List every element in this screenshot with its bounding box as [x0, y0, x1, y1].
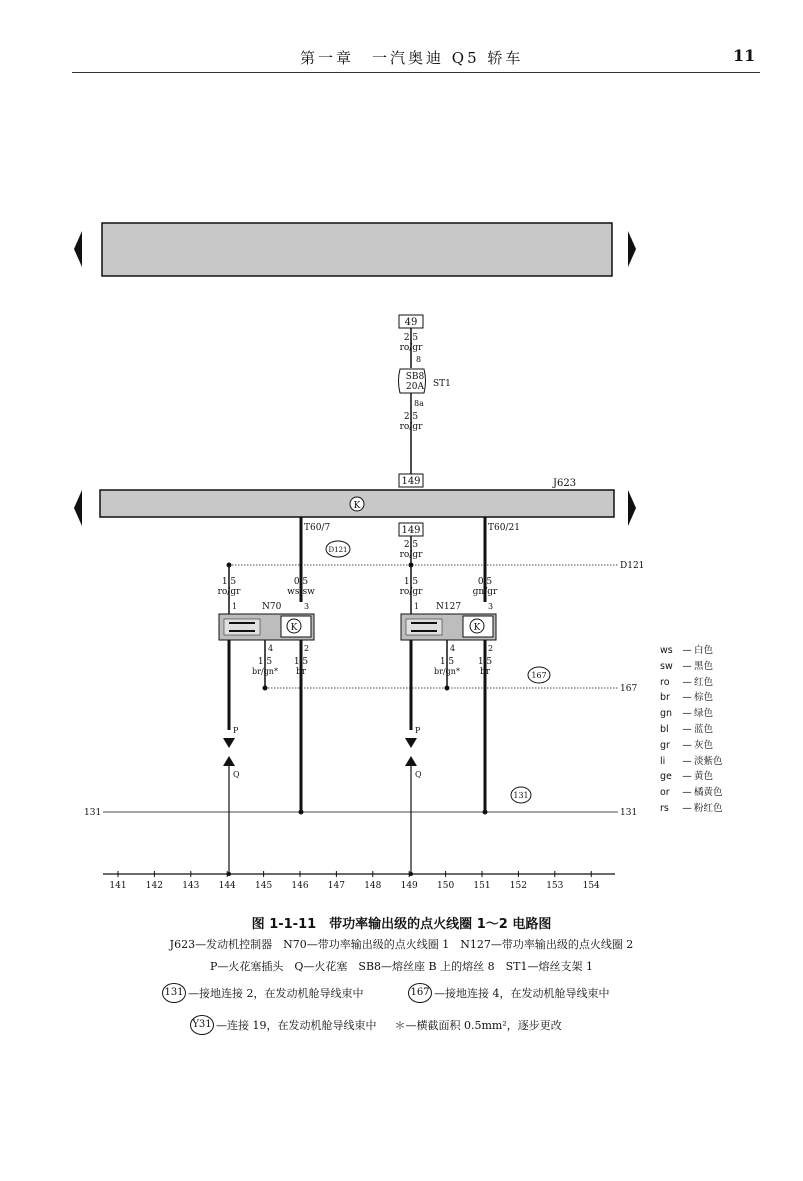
k-symbol-label: K [473, 623, 481, 633]
wire-br-label: br [479, 667, 491, 677]
color-code: rs [660, 802, 669, 814]
color-code: gn [660, 708, 673, 720]
color-dash: — [682, 787, 692, 799]
color-name: 橘黄色 [694, 787, 723, 799]
wire-15-label: 1.5 [257, 657, 273, 667]
right-arrow-icon [628, 231, 636, 267]
legend-y31-text: —连接 19，在发动机舱导线束中 [216, 1019, 377, 1032]
color-dash: — [682, 771, 692, 783]
coil2-pin3: 3 [488, 602, 494, 611]
color-code: gr [660, 739, 670, 751]
terminal-49-label: 49 [404, 317, 418, 328]
coil2-pin2: 2 [488, 644, 494, 653]
wire-low-size: 2.5 [403, 540, 419, 550]
terminal-149-top-label: 149 [401, 476, 421, 487]
color-dash: — [682, 708, 692, 720]
q-label: Q [233, 770, 240, 779]
coil1-pin3: 3 [304, 602, 310, 611]
wire-15-label: 1.5 [293, 657, 309, 667]
wire-brgn-label: br/gn* [434, 667, 460, 676]
color-code: or [660, 787, 670, 799]
fuse-label: SB8 [405, 372, 425, 382]
ruler-label: 147 [327, 881, 345, 891]
ruler-label: 144 [218, 881, 236, 891]
color-key-row [660, 769, 723, 785]
legend-ground-131 [162, 983, 364, 1003]
ruler-label: 143 [182, 881, 200, 891]
k-symbol-label: K [353, 501, 361, 511]
wire-05-label: 0.5 [293, 577, 309, 587]
color-key-row [660, 690, 723, 706]
color-name: 蓝色 [694, 723, 714, 735]
coil1-name: N70 [262, 602, 282, 612]
legend-ground-167 [408, 983, 610, 1003]
spark-plug-q [405, 756, 417, 766]
legend-connection-y31 [190, 1015, 562, 1035]
color-name: 粉红色 [694, 802, 723, 814]
fuse-rating: 20A [406, 382, 424, 392]
ground-131-label: 131 [513, 791, 529, 800]
ground-167-label: 167 [531, 671, 547, 680]
color-name: 棕色 [694, 692, 714, 704]
spark-plug-connector-p [223, 738, 235, 748]
wire-15-label: 1.5 [403, 577, 419, 587]
color-code: ws [660, 645, 673, 656]
controller-label: J623 [553, 478, 577, 489]
ground-167-ref: 167 [620, 684, 638, 694]
ruler-label: 141 [109, 881, 127, 891]
wire-color-key [660, 643, 723, 817]
color-name: 红色 [694, 676, 714, 688]
color-name: 灰色 [694, 739, 714, 751]
spark-plug-q [223, 756, 235, 766]
coil2-pin4: 4 [450, 644, 456, 653]
legend-note: ＊—横截面积 0.5mm²，逐步更改 [394, 1019, 562, 1032]
left-arrow-icon [74, 490, 82, 526]
wire-top-size: 2.5 [403, 333, 419, 343]
ruler-label: 152 [509, 881, 527, 891]
ruler-label: 149 [400, 881, 418, 891]
spark-plug-connector-p [405, 738, 417, 748]
pin-t60-7: T60/7 [304, 523, 331, 533]
color-key-row [660, 738, 723, 754]
color-key-row [660, 675, 723, 691]
wire-mid-size: 2.5 [403, 412, 419, 422]
ground-131-ref-left: 131 [84, 808, 102, 818]
ground-131-ref-right: 131 [620, 808, 638, 818]
color-key-row [660, 785, 723, 801]
d121-ref: D121 [620, 561, 645, 571]
p-label: P [233, 726, 239, 735]
color-key-row [660, 643, 723, 659]
color-dash: — [682, 692, 692, 704]
wire-15-label: 1.5 [221, 577, 237, 587]
wire-low-color: ro/gr [399, 550, 423, 560]
wire-brgn-label: br/gn* [252, 667, 278, 676]
color-name: 淡紫色 [694, 755, 723, 767]
legend-131-text: —接地连接 2，在发动机舱导线束中 [188, 987, 364, 1000]
color-dash: — [682, 723, 692, 735]
wire-br-label: br [295, 667, 307, 677]
color-code: ge [660, 771, 672, 783]
legend-167-circle: 167 [408, 983, 432, 1003]
color-code: bl [660, 723, 669, 735]
right-arrow-icon [628, 490, 636, 526]
color-dash: — [682, 660, 692, 672]
legend-131-circle: 131 [162, 983, 186, 1003]
terminal-149-bottom-label: 149 [401, 525, 421, 536]
coil2-name: N127 [436, 602, 462, 612]
color-code: br [660, 692, 670, 704]
wire-05-label: 0.5 [477, 577, 493, 587]
ruler-label: 154 [582, 881, 600, 891]
q-label: Q [415, 770, 422, 779]
color-dash: — [682, 755, 692, 767]
wire-rogr-label: ro/gr [399, 587, 423, 597]
wire-wssw-label: ws/sw [287, 587, 315, 597]
wire-mid-color: ro/gr [399, 422, 423, 432]
color-code: ro [660, 676, 670, 688]
color-key-row [660, 754, 723, 770]
color-name: 黑色 [694, 660, 714, 672]
pin-t60-21: T60/21 [488, 523, 520, 533]
color-key-row [660, 706, 723, 722]
color-name: 黄色 [694, 771, 714, 783]
p-label: P [415, 726, 421, 735]
fuse-panel-bar [102, 223, 612, 276]
color-key-row [660, 659, 723, 675]
coil1-pin1: 1 [232, 602, 238, 611]
figure-title: 图 1-1-11 带功率输出级的点火线圈 1～2 电路图 [251, 917, 552, 932]
coil2-pin1: 1 [414, 602, 420, 611]
fuse-pin-out: 8a [414, 399, 424, 408]
color-code: li [660, 755, 666, 767]
ruler-label: 150 [437, 881, 455, 891]
legend-167-text: —接地连接 4，在发动机舱导线束中 [434, 987, 610, 1000]
wire-15-label: 1.5 [477, 657, 493, 667]
caption-line-2: P—火花塞插头 Q—火花塞 SB8—熔丝座 B 上的熔丝 8 ST1—熔丝支架 1 [210, 960, 593, 973]
color-dash: — [682, 802, 692, 814]
color-dash: — [682, 645, 692, 656]
color-name: 绿色 [694, 708, 714, 720]
coil1-pin4: 4 [268, 644, 274, 653]
color-name: 白色 [694, 645, 714, 656]
wire-top-color: ro/gr [399, 343, 423, 353]
fuse-holder-label: ST1 [433, 379, 451, 389]
wire-gngr-label: gn/gr [472, 587, 498, 597]
left-arrow-icon [74, 231, 82, 267]
wire-rogr-label: ro/gr [217, 587, 241, 597]
ruler-label: 146 [291, 881, 309, 891]
coil1-pin2: 2 [304, 644, 310, 653]
caption-line-1: J623—发动机控制器 N70—带功率输出级的点火线圈 1 N127—带功率输出级的点火线圈 2 [169, 938, 634, 951]
page-number: 11 [733, 46, 756, 65]
wire-15-label: 1.5 [439, 657, 455, 667]
fuse-pin-in: 8 [416, 355, 422, 364]
color-dash: — [682, 739, 692, 751]
ruler-label: 142 [145, 881, 163, 891]
ruler-label: 148 [364, 881, 382, 891]
color-key-row [660, 722, 723, 738]
ruler-label: 145 [255, 881, 273, 891]
chapter-title: 第一章 一汽奥迪 Q5 轿车 [300, 49, 524, 67]
k-symbol-label: K [290, 623, 298, 633]
ruler-label: 151 [473, 881, 491, 891]
color-dash: — [682, 676, 692, 688]
ruler-label: 153 [546, 881, 564, 891]
connection-d121-label: D121 [328, 546, 348, 554]
color-code: sw [660, 660, 673, 672]
legend-y31-circle: Y31 [190, 1015, 214, 1035]
color-key-row [660, 801, 723, 817]
